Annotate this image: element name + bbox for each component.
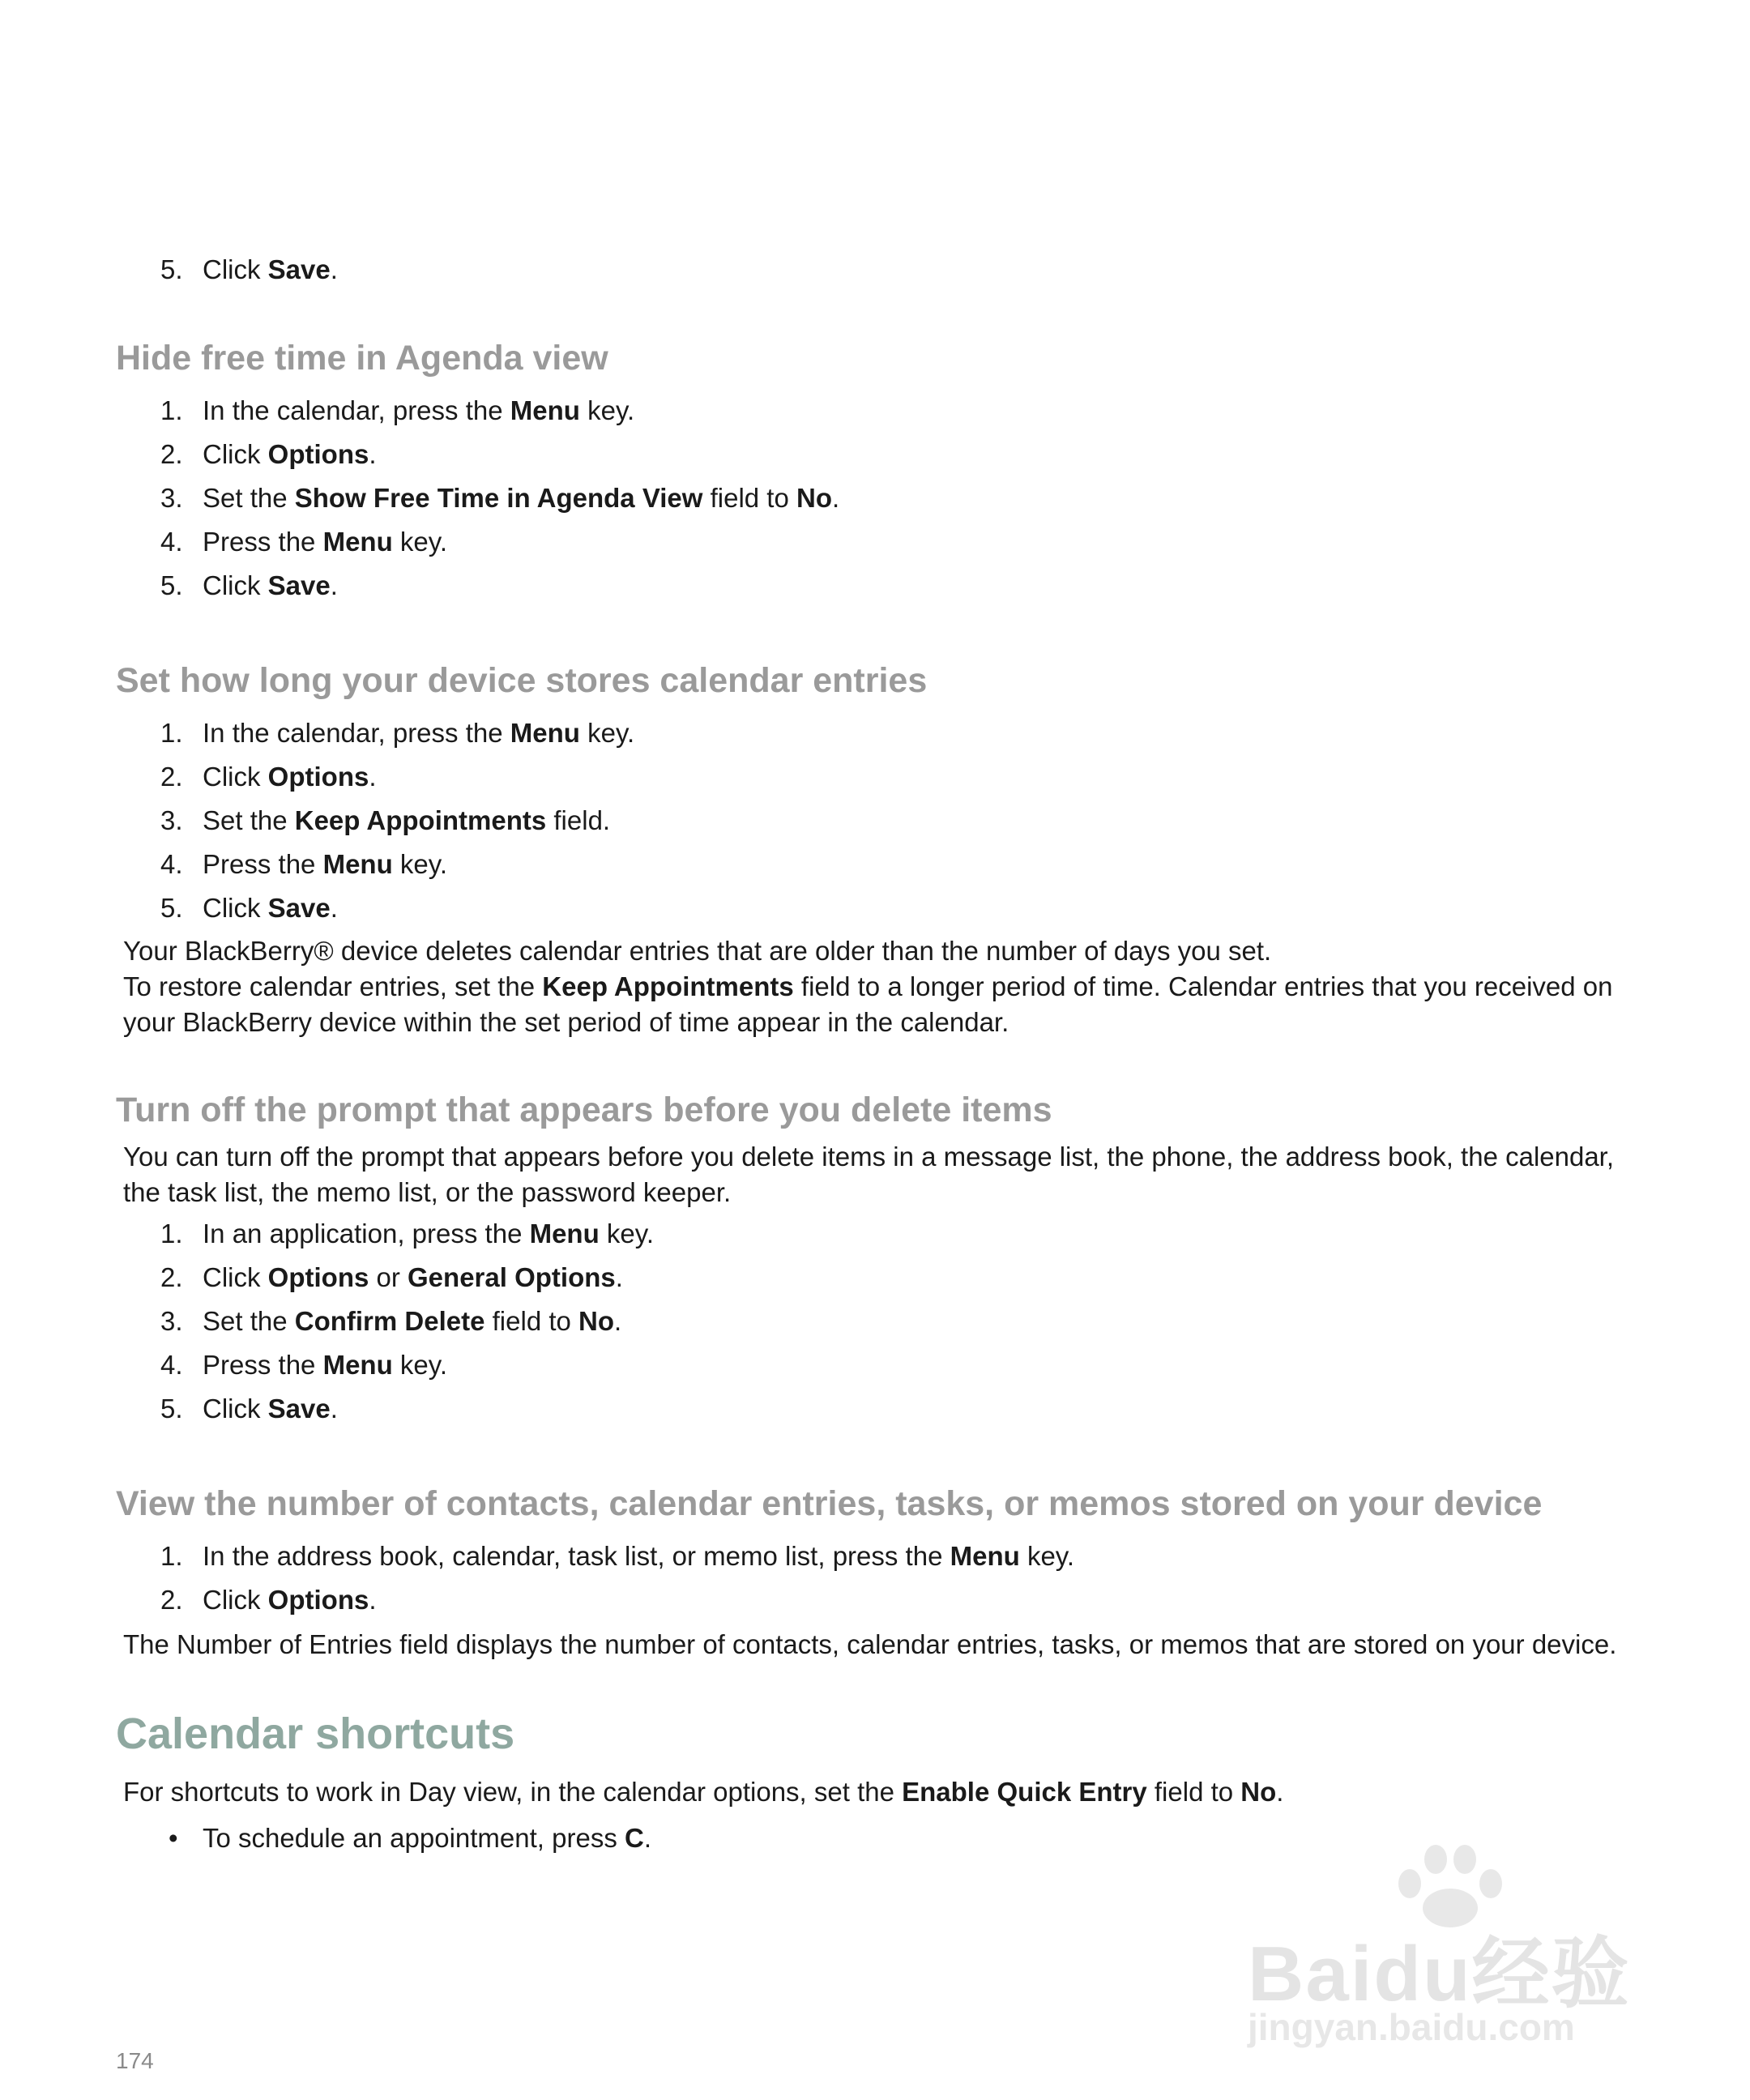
page-number: 174 — [116, 2048, 154, 2073]
list-item: 4. Press the Menu key. — [160, 849, 447, 879]
section-calendar-shortcuts — [0, 1705, 1750, 1860]
section-hide-free-time — [0, 334, 1750, 608]
list-item: 2. Click Options. — [160, 1585, 377, 1615]
list-item: 1. In an application, press the Menu key. — [160, 1219, 655, 1248]
note-paragraph: Your BlackBerry® device deletes calendar entries that are older than the number of days you set. — [123, 936, 1272, 966]
list-item: 1. In the calendar, press the Menu key. — [160, 718, 635, 748]
list-item: 5. Click Save. — [160, 254, 338, 284]
list-item: 3. Set the Show Free Time in Agenda View field to No. — [160, 483, 840, 513]
list-item: 4. Press the Menu key. — [160, 1350, 447, 1380]
bullet-item: • To schedule an appointment, press C. — [0, 1816, 1750, 1860]
list-item: 3. Set the Keep Appointments field. — [160, 805, 611, 835]
list-item: 1. In the calendar, press the Menu key. — [160, 395, 635, 425]
baidu-watermark — [1248, 1839, 1669, 2048]
watermark-logo: Baidu经验 — [1248, 1931, 1631, 2017]
list-item: 5. Click Save. — [160, 570, 338, 600]
list-item: 5. Click Save. — [160, 893, 338, 923]
list-item: 1. In the address book, calendar, task list, or memo list, press the Menu key. — [160, 1541, 1075, 1571]
intro-paragraph: For shortcuts to work in Day view, in the calendar options, set the Enable Quick Entry field to No. — [123, 1777, 1284, 1807]
section-heading: View the number of contacts, calendar entries, tasks, or memos stored on your device — [116, 1484, 1543, 1523]
section-heading: Set how long your device stores calendar entries — [116, 661, 928, 700]
intro-paragraph: You can turn off the prompt that appears before you delete items in a message list, the phone, the address book, the calendar, the task list, the memo list, or the password keeper. — [123, 1142, 1615, 1207]
section-heading: Turn off the prompt that appears before you delete items — [116, 1091, 1052, 1129]
list-item: 3. Set the Confirm Delete field to No. — [160, 1306, 622, 1336]
section-heading: Hide free time in Agenda view — [116, 339, 608, 378]
list-item: 4. Press the Menu key. — [160, 527, 447, 557]
list-item: 2. Click Options or General Options. — [160, 1262, 623, 1292]
section-turn-off-prompt — [0, 1086, 1750, 1431]
top-step-block — [0, 248, 1750, 292]
list-item: 2. Click Options. — [160, 762, 377, 792]
bullet-icon: • — [169, 1823, 178, 1853]
watermark-url: jingyan.baidu.com — [1248, 2006, 1575, 2048]
note-paragraph: To restore calendar entries, set the Keep Appointments field to a longer period of time. Calendar entries that you received on your BlackBerry device within the set period of time appear in the calendar. — [123, 971, 1613, 1037]
chapter-heading: Calendar shortcuts — [116, 1709, 515, 1758]
note-paragraph: The Number of Entries field displays the number of contacts, calendar entries, tasks, or memos that are stored on your device. — [123, 1629, 1617, 1659]
list-item: 5. Click Save. — [160, 1394, 338, 1423]
section-view-number-of-entries — [0, 1479, 1750, 1662]
list-item: 2. Click Options. — [160, 439, 377, 469]
section-store-calendar-entries — [0, 656, 1750, 1040]
